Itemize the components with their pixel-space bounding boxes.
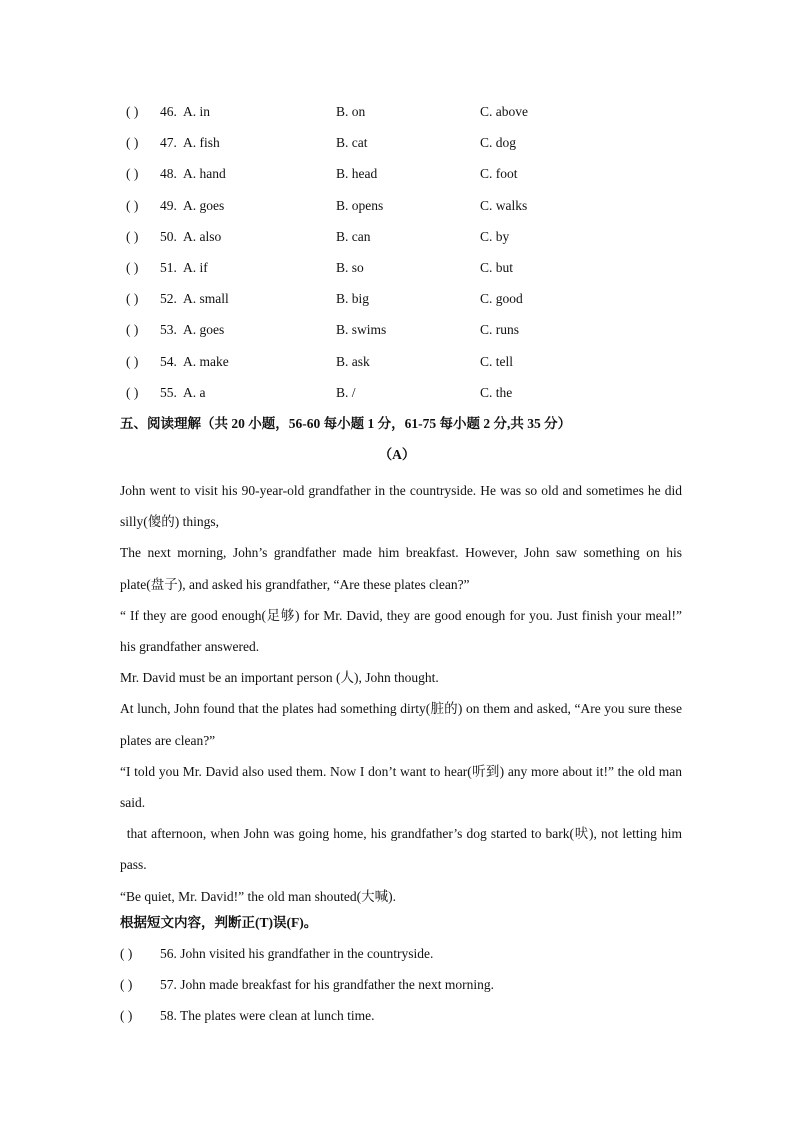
question-number: 51.	[160, 259, 177, 275]
option-a: A. fish	[183, 135, 220, 151]
question-row-55	[120, 382, 680, 413]
question-number: 50.	[160, 228, 177, 244]
option-a: A. a	[183, 384, 206, 400]
question-number: 54.	[160, 353, 177, 369]
option-b: B. so	[336, 259, 364, 275]
true-false-heading: 根据短文内容，判断正(T)误(F)。	[120, 915, 318, 930]
question-number: 52.	[160, 291, 177, 307]
answer-blank[interactable]: ( )	[120, 946, 133, 961]
question-row-47	[120, 132, 680, 163]
option-b: B. head	[336, 166, 378, 182]
option-a: A. make	[183, 353, 229, 369]
true-false-list	[120, 943, 680, 1037]
statement-text: 57. John made breakfast for his grandfather the next morning.	[160, 977, 495, 993]
option-a: A. goes	[183, 322, 225, 338]
passage-paragraph: “Be quiet, Mr. David!” the old man shouted(大喊).	[120, 888, 396, 904]
passage-paragraph: At lunch, John found that the plates had something dirty(脏的) on them and asked, “Are you sure these plates are clean?”	[120, 701, 682, 748]
option-a: A. if	[183, 259, 208, 275]
answer-blank[interactable]: ( )	[120, 977, 133, 993]
option-c: C. by	[480, 228, 510, 244]
passage-paragraph: “I told you Mr. David also used them. Now I don’t want to hear(听到) any more about it!” the old man said.	[120, 763, 682, 811]
option-a: A. also	[183, 228, 222, 244]
option-b: B. /	[336, 384, 356, 400]
answer-blank[interactable]: ( )	[126, 322, 139, 338]
question-number: 49.	[160, 197, 177, 213]
option-c: C. runs	[480, 322, 520, 338]
passage-paragraph: Mr. David must be an important person (人), John thought.	[120, 670, 439, 686]
true-false-item	[120, 943, 680, 974]
question-row-53	[120, 319, 680, 350]
answer-blank[interactable]: ( )	[126, 259, 139, 275]
option-b: B. opens	[336, 197, 384, 213]
answer-blank[interactable]: ( )	[126, 197, 139, 213]
answer-blank[interactable]: ( )	[126, 135, 139, 151]
question-row-49	[120, 195, 680, 226]
passage-paragraph: “ If they are good enough(足够) for Mr. David, they are good enough for you. Just finish your meal!” his grandfather answered.	[120, 607, 682, 655]
question-row-52	[120, 288, 680, 319]
option-c: C. the	[480, 384, 513, 400]
option-a: A. small	[183, 291, 229, 307]
passage-label: （A）	[378, 447, 416, 462]
option-c: C. foot	[480, 166, 518, 182]
question-number: 53.	[160, 322, 177, 338]
question-row-50	[120, 226, 680, 257]
option-b: B. cat	[336, 135, 368, 151]
option-c: C. but	[480, 259, 514, 275]
option-b: B. ask	[336, 353, 370, 369]
statement-text: 58. The plates were clean at lunch time.	[160, 1008, 375, 1024]
cloze-question-list	[120, 101, 680, 413]
option-c: C. dog	[480, 135, 517, 151]
option-b: B. swims	[336, 322, 387, 338]
answer-blank[interactable]: ( )	[126, 166, 139, 182]
question-row-54	[120, 351, 680, 382]
statement-text: 56. John visited his grandfather in the countryside.	[160, 946, 434, 961]
question-row-46	[120, 101, 680, 132]
question-row-48	[120, 163, 680, 194]
question-number: 48.	[160, 166, 177, 182]
passage-paragraph: that afternoon, when John was going home, his grandfather’s dog started to bark(吠), not letting him pass.	[120, 826, 682, 873]
option-a: A. in	[183, 104, 210, 119]
answer-blank[interactable]: ( )	[126, 228, 139, 244]
question-number: 46.	[160, 104, 177, 119]
option-b: B. big	[336, 291, 370, 307]
option-a: A. goes	[183, 197, 225, 213]
question-number: 55.	[160, 384, 177, 400]
option-c: C. above	[480, 104, 528, 119]
passage-paragraph: John went to visit his 90-year-old grandfather in the countryside. He was so old and sometimes he did silly(傻的) things,	[120, 483, 682, 530]
option-c: C. tell	[480, 353, 513, 369]
option-a: A. hand	[183, 166, 226, 182]
passage-paragraph: The next morning, John’s grandfather made him breakfast. However, John saw something on his plate(盘子), and asked his grandfather, “Are these plates clean?”	[120, 545, 682, 592]
option-b: B. on	[336, 104, 366, 119]
option-c: C. good	[480, 291, 523, 307]
true-false-item	[120, 974, 680, 1005]
answer-blank[interactable]: ( )	[126, 353, 139, 369]
question-number: 47.	[160, 135, 177, 151]
section-heading: 五、阅读理解（共 20 小题，56-60 每小题 1 分，61-75 每小题 2 分,共 35 分）	[120, 416, 572, 431]
true-false-item	[120, 1005, 680, 1036]
answer-blank[interactable]: ( )	[126, 291, 139, 307]
answer-blank[interactable]: ( )	[120, 1008, 133, 1024]
option-c: C. walks	[480, 197, 528, 213]
reading-passage	[120, 475, 682, 912]
answer-blank[interactable]: ( )	[126, 104, 139, 119]
question-row-51	[120, 257, 680, 288]
option-b: B. can	[336, 228, 371, 244]
answer-blank[interactable]: ( )	[126, 384, 139, 400]
